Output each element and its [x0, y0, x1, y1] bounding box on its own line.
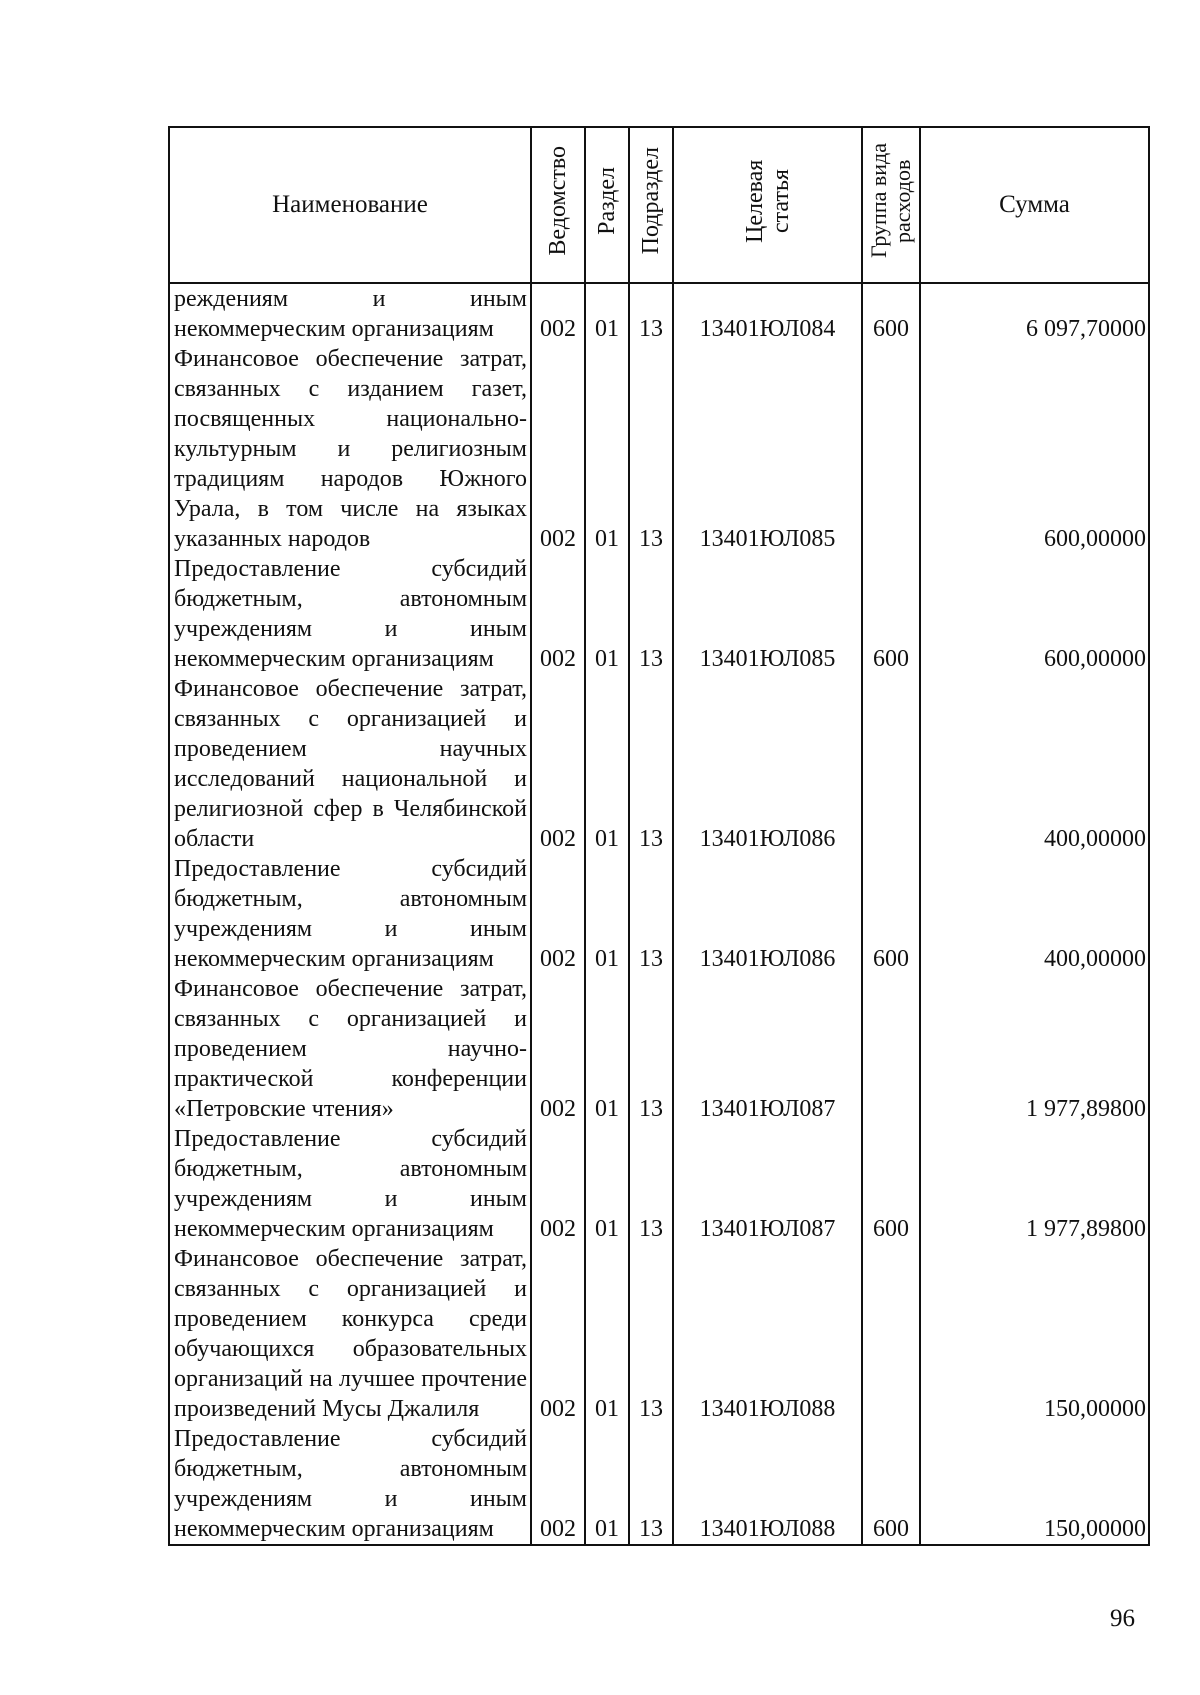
cell-vedomstvo: 002 [531, 854, 585, 974]
cell-gruppa [862, 344, 920, 554]
table-row [169, 554, 1149, 674]
cell-podrazdel: 13 [629, 974, 673, 1124]
header-celevaya-statya: Целевая статья [673, 127, 862, 283]
table-row [169, 283, 1149, 344]
cell-celevaya-statya: 13401ЮЛ087 [673, 974, 862, 1124]
header-vedomstvo: Ведомство [531, 127, 585, 283]
cell-gruppa: 600 [862, 554, 920, 674]
cell-celevaya-statya: 13401ЮЛ085 [673, 554, 862, 674]
table-row [169, 1244, 1149, 1424]
cell-summa: 150,00000 [920, 1424, 1149, 1545]
cell-celevaya-statya: 13401ЮЛ085 [673, 344, 862, 554]
cell-gruppa: 600 [862, 283, 920, 344]
cell-celevaya-statya: 13401ЮЛ088 [673, 1244, 862, 1424]
cell-razdel: 01 [585, 344, 629, 554]
header-gruppa-vida-rashodov: Группа вида расходов [862, 127, 920, 283]
cell-razdel: 01 [585, 283, 629, 344]
cell-celevaya-statya: 13401ЮЛ086 [673, 674, 862, 854]
cell-razdel: 01 [585, 1124, 629, 1244]
budget-table [168, 126, 1150, 1546]
cell-celevaya-statya: 13401ЮЛ087 [673, 1124, 862, 1244]
cell-podrazdel: 13 [629, 1424, 673, 1545]
cell-summa: 600,00000 [920, 554, 1149, 674]
table-body [169, 283, 1149, 1545]
cell-summa: 1 977,89800 [920, 974, 1149, 1124]
cell-summa: 1 977,89800 [920, 1124, 1149, 1244]
header-summa: Сумма [920, 127, 1149, 283]
cell-vedomstvo: 002 [531, 974, 585, 1124]
cell-podrazdel: 13 [629, 1244, 673, 1424]
cell-gruppa [862, 1244, 920, 1424]
cell-vedomstvo: 002 [531, 1124, 585, 1244]
cell-razdel: 01 [585, 974, 629, 1124]
cell-gruppa [862, 974, 920, 1124]
cell-gruppa: 600 [862, 1124, 920, 1244]
cell-podrazdel: 13 [629, 283, 673, 344]
cell-name: Финансовое обеспечение затрат, связанных с изданием газет, посвященных национально-культурным и религиозным традициям народов Южного Урала, в том числе на языках указанных народов [169, 344, 531, 554]
cell-gruppa: 600 [862, 1424, 920, 1545]
cell-razdel: 01 [585, 854, 629, 974]
table-row [169, 854, 1149, 974]
cell-summa: 600,00000 [920, 344, 1149, 554]
cell-name: Предоставление субсидий бюджетным, автономным учреждениям и иным некоммерческим организациям [169, 554, 531, 674]
table-header [169, 127, 1149, 283]
cell-vedomstvo: 002 [531, 674, 585, 854]
cell-razdel: 01 [585, 554, 629, 674]
cell-vedomstvo: 002 [531, 344, 585, 554]
header-razdel: Раздел [585, 127, 629, 283]
cell-name: Финансовое обеспечение затрат, связанных с организацией и проведением научных исследований национальной и религиозной сфер в Челябинской области [169, 674, 531, 854]
cell-podrazdel: 13 [629, 554, 673, 674]
table-row [169, 674, 1149, 854]
table-row [169, 974, 1149, 1124]
table-row [169, 344, 1149, 554]
table-row [169, 1424, 1149, 1545]
cell-gruppa [862, 674, 920, 854]
cell-razdel: 01 [585, 674, 629, 854]
cell-summa: 150,00000 [920, 1244, 1149, 1424]
cell-name: Финансовое обеспечение затрат, связанных с организацией и проведением научно-практической конференции «Петровские чтения» [169, 974, 531, 1124]
header-podrazdel: Подраздел [629, 127, 673, 283]
table-row [169, 1124, 1149, 1244]
cell-summa: 400,00000 [920, 854, 1149, 974]
cell-razdel: 01 [585, 1244, 629, 1424]
cell-podrazdel: 13 [629, 854, 673, 974]
page-number: 96 [1110, 1605, 1135, 1632]
cell-vedomstvo: 002 [531, 554, 585, 674]
cell-vedomstvo: 002 [531, 1244, 585, 1424]
cell-name: Предоставление субсидий бюджетным, автономным учреждениям и иным некоммерческим организациям [169, 1124, 531, 1244]
cell-podrazdel: 13 [629, 1124, 673, 1244]
cell-name: Предоставление субсидий бюджетным, автономным учреждениям и иным некоммерческим организациям [169, 854, 531, 974]
cell-podrazdel: 13 [629, 344, 673, 554]
cell-summa: 400,00000 [920, 674, 1149, 854]
cell-vedomstvo: 002 [531, 283, 585, 344]
header-name: Наименование [169, 127, 531, 283]
cell-name: Финансовое обеспечение затрат, связанных с организацией и проведением конкурса среди обучающихся образовательных организаций на лучшее прочтение произведений Мусы Джалиля [169, 1244, 531, 1424]
cell-razdel: 01 [585, 1424, 629, 1545]
cell-name: реждениям и иным некоммерческим организациям [169, 283, 531, 344]
cell-name: Предоставление субсидий бюджетным, автономным учреждениям и иным некоммерческим организациям [169, 1424, 531, 1545]
cell-celevaya-statya: 13401ЮЛ084 [673, 283, 862, 344]
cell-summa: 6 097,70000 [920, 283, 1149, 344]
cell-vedomstvo: 002 [531, 1424, 585, 1545]
cell-celevaya-statya: 13401ЮЛ088 [673, 1424, 862, 1545]
cell-podrazdel: 13 [629, 674, 673, 854]
cell-celevaya-statya: 13401ЮЛ086 [673, 854, 862, 974]
cell-gruppa: 600 [862, 854, 920, 974]
